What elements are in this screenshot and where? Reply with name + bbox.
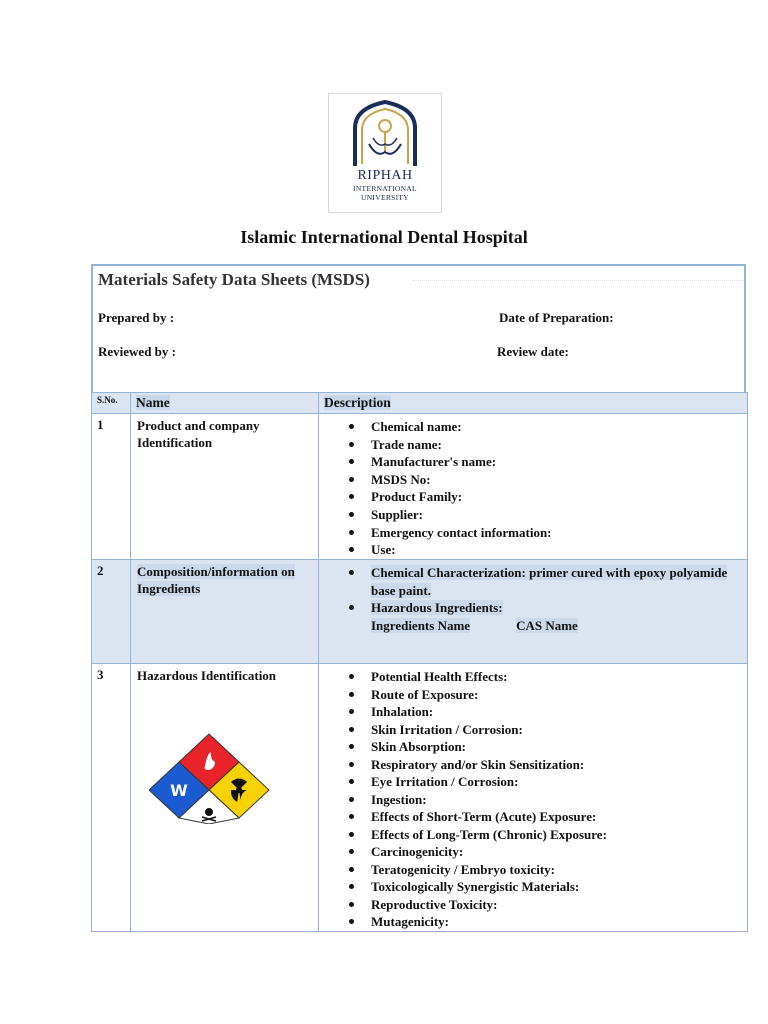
list-item: Emergency contact information: xyxy=(349,524,747,542)
ingredients-header xyxy=(319,617,747,634)
description-list xyxy=(319,414,747,559)
description-list xyxy=(319,664,747,931)
reviewed-by-label: Reviewed by : xyxy=(98,344,176,359)
list-item: Manufacturer's name: xyxy=(349,453,747,471)
list-item: Eye Irritation / Corrosion: xyxy=(349,773,747,791)
logo-line-3: UNIVERSITY xyxy=(361,193,409,202)
row-number: 1 xyxy=(92,414,131,560)
table-header-row xyxy=(92,393,748,414)
list-item: MSDS No: xyxy=(349,471,747,489)
list-item: Product Family: xyxy=(349,488,747,506)
msds-table xyxy=(91,392,748,932)
list-item: Ingestion: xyxy=(349,791,747,809)
cas-name-label: CAS Name xyxy=(516,617,578,633)
row-number: 2 xyxy=(92,560,131,664)
university-logo xyxy=(328,93,442,213)
date-of-preparation-label: Date of Preparation: xyxy=(499,310,614,325)
hospital-title: Islamic International Dental Hospital xyxy=(240,227,528,247)
list-item: Chemical Characterization: primer cured with epoxy polyamide base paint. xyxy=(349,564,747,599)
list-item: Chemical name: xyxy=(349,418,747,436)
list-item: Skin Absorption: xyxy=(349,738,747,756)
row-name: Product and company Identification xyxy=(131,414,319,560)
list-item: Effects of Short-Term (Acute) Exposure: xyxy=(349,808,747,826)
prepared-by-label: Prepared by : xyxy=(98,310,175,325)
list-item: Route of Exposure: xyxy=(349,686,747,704)
table-row xyxy=(92,414,748,560)
list-item: Use: xyxy=(349,541,747,559)
list-item: Teratogenicity / Embryo toxicity: xyxy=(349,861,747,879)
list-item: Respiratory and/or Skin Sensitization: xyxy=(349,756,747,774)
list-item: Skin Irritation / Corrosion: xyxy=(349,721,747,739)
list-item: Effects of Long-Term (Chronic) Exposure: xyxy=(349,826,747,844)
svg-text:W: W xyxy=(170,781,188,800)
column-header-sno: S.No. xyxy=(92,393,131,414)
list-item: Potential Health Effects: xyxy=(349,668,747,686)
row-description xyxy=(319,414,748,560)
row-description xyxy=(319,664,748,932)
list-item: Supplier: xyxy=(349,506,747,524)
msds-header xyxy=(91,264,746,392)
list-item: Mutagenicity: xyxy=(349,913,747,931)
review-date-label: Review date: xyxy=(497,344,569,359)
row-description xyxy=(319,560,748,664)
title-divider xyxy=(413,280,743,281)
ingredients-name-label: Ingredients Name xyxy=(371,617,471,633)
list-item: Trade name: xyxy=(349,436,747,454)
logo-line-2: INTERNATIONAL xyxy=(353,184,417,193)
hazard-diamond xyxy=(149,732,312,828)
logo-line-1: RIPHAH xyxy=(357,168,413,183)
description-list xyxy=(319,560,747,617)
table-row xyxy=(92,664,748,932)
row-name: Composition/information on Ingredients xyxy=(131,560,319,664)
list-item: Hazardous Ingredients: xyxy=(349,599,747,617)
row-number: 3 xyxy=(92,664,131,932)
list-item: Inhalation: xyxy=(349,703,747,721)
msds-title: Materials Safety Data Sheets (MSDS) xyxy=(98,270,370,289)
table-row xyxy=(92,560,748,664)
list-item: Carcinogenicity: xyxy=(349,843,747,861)
list-item: Toxicologically Synergistic Materials: xyxy=(349,878,747,896)
column-header-name: Name xyxy=(131,393,319,414)
list-item: Reproductive Toxicity: xyxy=(349,896,747,914)
column-header-description: Description xyxy=(319,393,748,414)
row-name: Hazardous Identification W xyxy=(131,664,319,932)
